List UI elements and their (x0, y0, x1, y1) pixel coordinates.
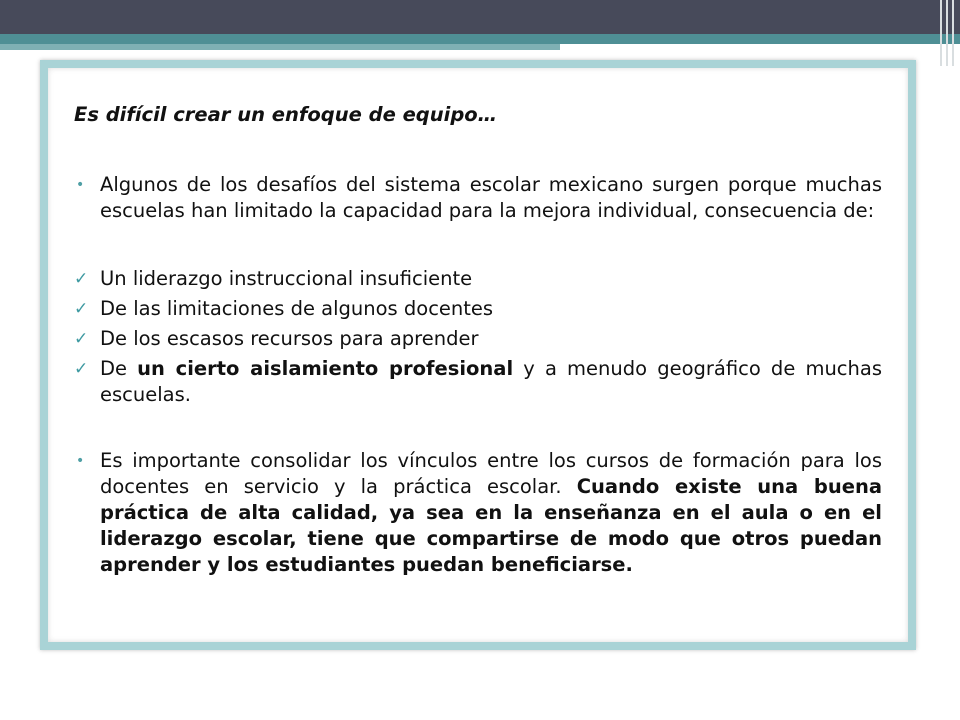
paragraph-2-text (100, 448, 882, 578)
checklist-item-text: Un liderazgo instruccional insuficiente (100, 267, 473, 290)
teal-band-highlight (0, 44, 560, 50)
slide-heading: Es difícil crear un enfoque de equipo… (74, 103, 498, 126)
paragraph-2-plain: Es importante consolidar los vínculos entre los cursos de formación para los docentes en servicio y la práctica escolar. (100, 449, 882, 498)
check-icon: ✓ (74, 269, 89, 289)
checklist-item-text: De las limitaciones de algunos docentes (100, 297, 494, 320)
checklist-item (74, 326, 882, 352)
bullet-paragraph-1 (74, 172, 882, 224)
checklist-item (74, 266, 882, 292)
bullet-dot-icon: • (76, 453, 85, 469)
check-icon: ✓ (74, 329, 89, 349)
checklist-item-prefix: De (100, 357, 138, 380)
paragraph-2-emphasis: Cuando existe una buena práctica de alta calidad, ya sea en la enseñanza en el aula o en el liderazgo escolar, tiene que compartirse de modo que otros puedan aprender y los estudiantes puedan beneficiarse. (100, 475, 882, 576)
check-icon: ✓ (74, 299, 89, 319)
checklist-item-text: De los escasos recursos para aprender (100, 327, 479, 350)
checklist-item-emphasis: un cierto aislamiento profesional (137, 357, 514, 380)
checklist-item-suffix: y a menudo geográfico de muchas escuelas. (100, 357, 882, 406)
paragraph-1-text: Algunos de los desafíos del sistema escolar mexicano surgen porque muchas escuelas han limitado la capacidad para la mejora individual, consecuencia de: (100, 173, 882, 222)
checklist (74, 266, 882, 408)
bullet-dot-icon: • (76, 177, 85, 193)
checklist-item-text (100, 356, 882, 408)
top-bar (0, 0, 960, 34)
decorative-stripes (920, 0, 960, 66)
check-icon: ✓ (74, 359, 89, 379)
content-frame (40, 60, 916, 650)
teal-band (0, 34, 960, 44)
bullet-paragraph-2 (74, 448, 882, 578)
checklist-item (74, 356, 882, 408)
checklist-item (74, 296, 882, 322)
slide-content (74, 102, 882, 578)
